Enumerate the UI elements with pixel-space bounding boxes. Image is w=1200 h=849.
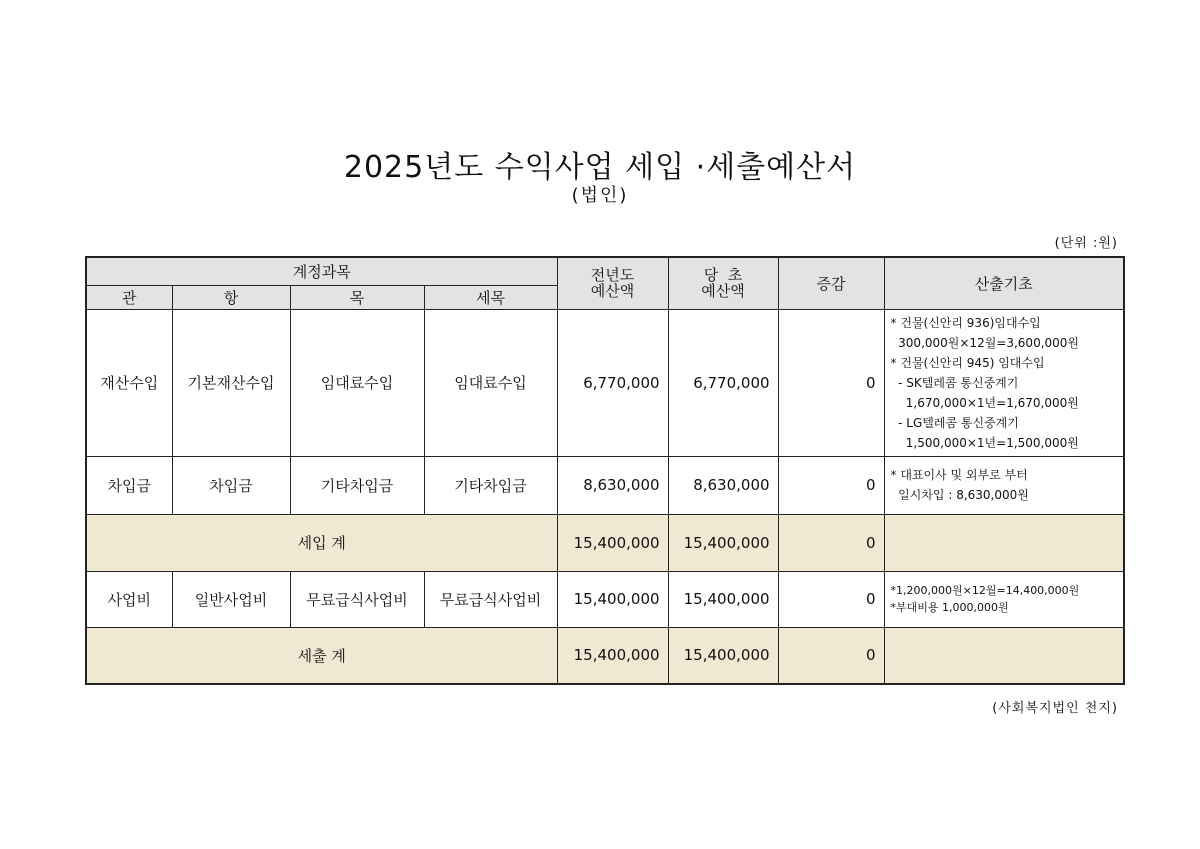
header-prev-line1: 전년도 [590,266,635,285]
document-title: 2025년도 수익사업 세입 ·세출예산서 [343,150,857,185]
expense-total-row [86,627,1124,684]
revenue-total-row [86,514,1124,571]
cell-basis [884,456,1124,514]
basis-line: - LG텔레콤 통신중계기 [890,415,1019,430]
expense-total-prev: 15,400,000 [557,627,668,684]
revenue-total-label: 세입 계 [86,514,557,571]
basis-line: 일시차입 : 8,630,000원 [890,488,1029,502]
basis-line: 1,670,000×1년=1,670,000원 [890,395,1079,410]
expense-total-basis [884,627,1124,684]
basis-line: * 대표이사 및 외부로 부터 [890,468,1028,482]
header-gwan: 관 [86,285,172,309]
budget-table [85,256,1125,685]
basis-line: *1,200,000원×12월=14,400,000원 [890,584,1080,597]
document-subtitle: (법인) [571,185,629,206]
cell-mok: 무료급식사업비 [290,571,424,627]
cell-change: 0 [778,309,884,456]
table-row [86,309,1124,456]
basis-line: - SK텔레콤 통신중계기 [890,375,1019,390]
expense-total-curr: 15,400,000 [668,627,778,684]
table-row [86,456,1124,514]
cell-gwan: 차입금 [86,456,172,514]
header-change: 증감 [778,257,884,309]
cell-semok: 기타차입금 [424,456,557,514]
cell-basis [884,309,1124,456]
header-curr-line2: 예산액 [701,282,745,301]
header-basis: 산출기초 [884,257,1124,309]
header-curr-budget [668,257,778,309]
header-row-top [86,257,1124,285]
revenue-total-basis [884,514,1124,571]
cell-semok: 무료급식사업비 [424,571,557,627]
cell-prev-budget: 15,400,000 [557,571,668,627]
basis-line: *부대비용 1,000,000원 [890,601,1009,614]
cell-hang: 기본재산수입 [172,309,290,456]
basis-line: * 건물(신안리 936)임대수입 [890,315,1041,330]
cell-mok: 임대료수입 [290,309,424,456]
cell-mok: 기타차입금 [290,456,424,514]
cell-prev-budget: 6,770,000 [557,309,668,456]
basis-line: 300,000원×12월=3,600,000원 [890,335,1080,350]
basis-line: * 건물(신안리 945) 임대수입 [890,355,1045,370]
cell-change: 0 [778,571,884,627]
expense-total-label: 세출 계 [86,627,557,684]
header-mok: 목 [290,285,424,309]
cell-basis [884,571,1124,627]
cell-gwan: 재산수입 [86,309,172,456]
source-label: (사회복지법인 천지) [992,701,1118,716]
cell-change: 0 [778,456,884,514]
cell-gwan: 사업비 [86,571,172,627]
header-prev-budget [557,257,668,309]
unit-label: (단위 :원) [1054,236,1118,251]
revenue-total-change: 0 [778,514,884,571]
cell-semok: 임대료수입 [424,309,557,456]
header-prev-line2: 예산액 [590,282,635,301]
cell-curr-budget: 8,630,000 [668,456,778,514]
cell-curr-budget: 6,770,000 [668,309,778,456]
header-curr-line1: 당 초 [703,266,743,285]
basis-line: 1,500,000×1년=1,500,000원 [890,435,1079,450]
table-row [86,571,1124,627]
cell-curr-budget: 15,400,000 [668,571,778,627]
cell-prev-budget: 8,630,000 [557,456,668,514]
revenue-total-prev: 15,400,000 [557,514,668,571]
expense-total-change: 0 [778,627,884,684]
header-semok: 세목 [424,285,557,309]
header-account-group: 계정과목 [86,257,557,285]
cell-hang: 일반사업비 [172,571,290,627]
cell-hang: 차입금 [172,456,290,514]
revenue-total-curr: 15,400,000 [668,514,778,571]
header-hang: 항 [172,285,290,309]
